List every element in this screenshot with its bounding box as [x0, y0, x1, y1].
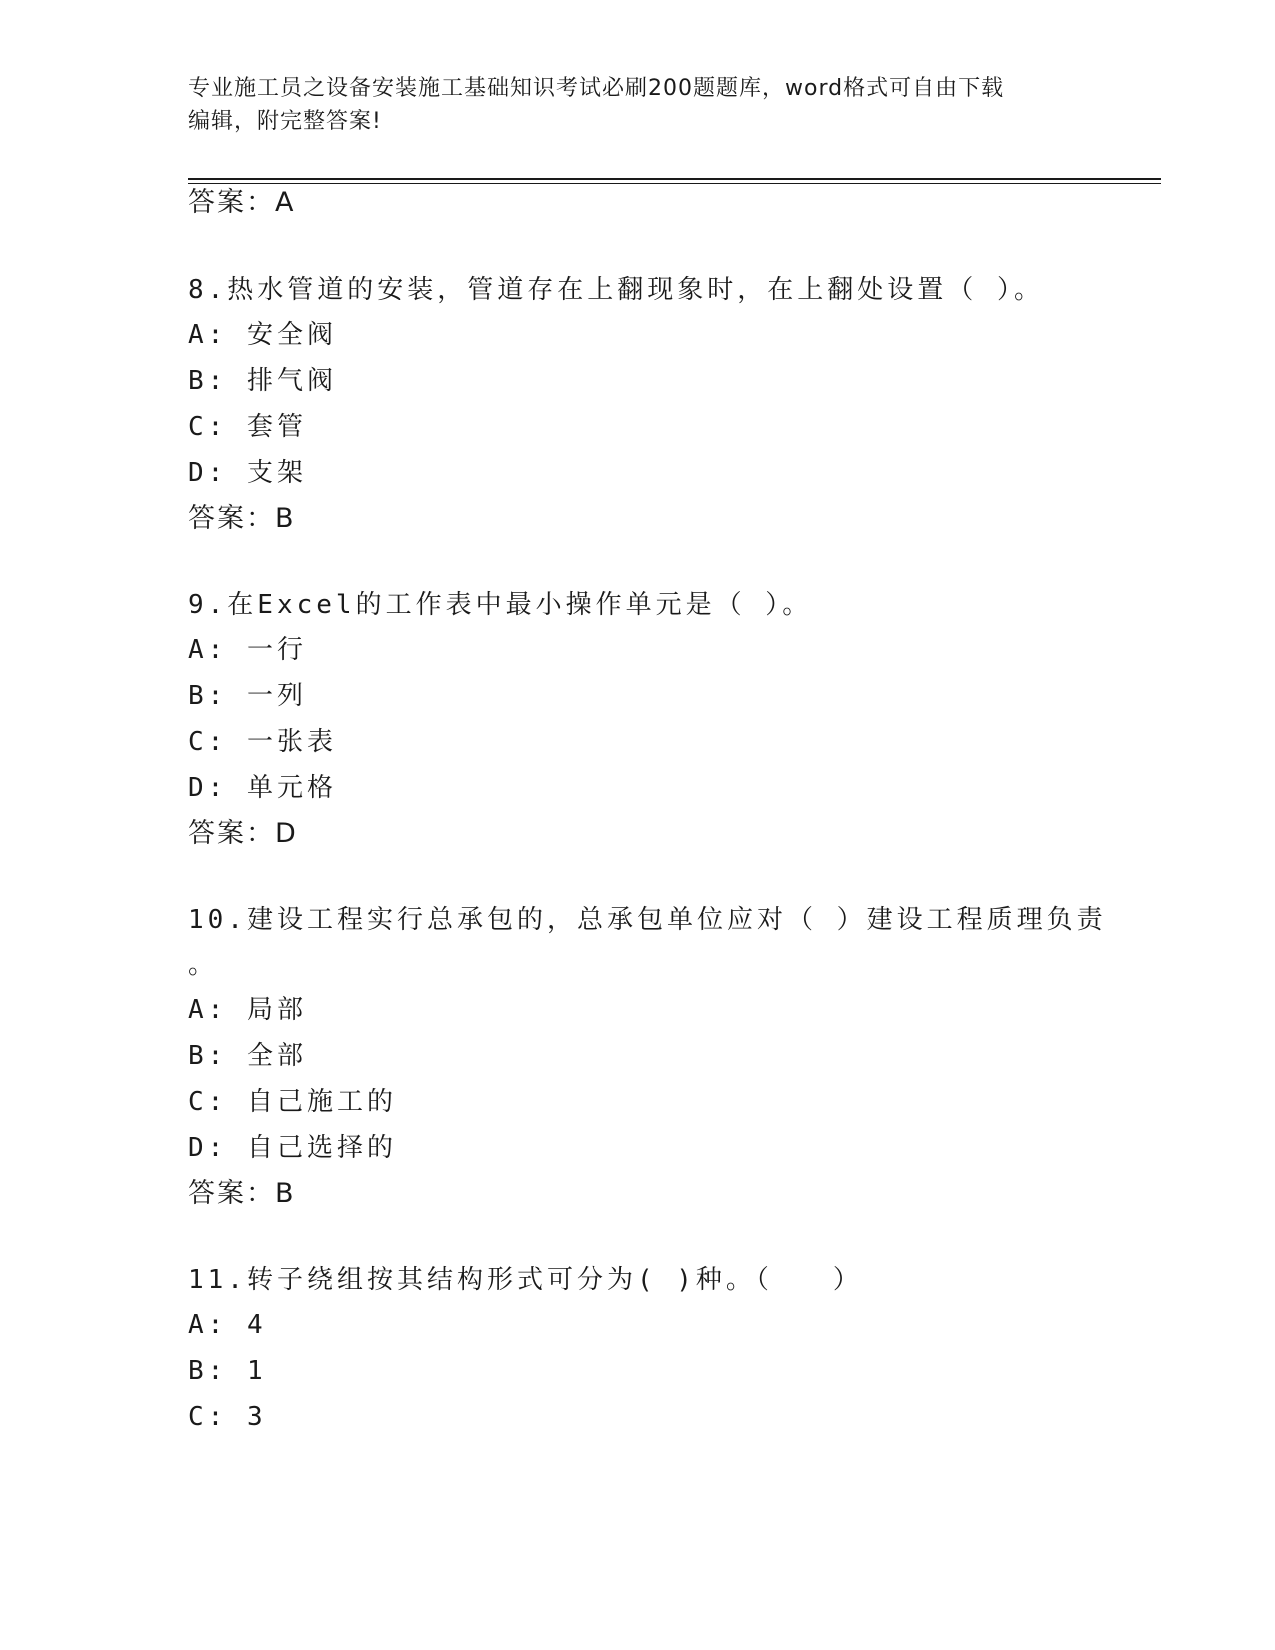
- option-d: D: 自己选择的: [188, 1133, 397, 1163]
- option-a: A: 安全阀: [188, 320, 337, 350]
- answer-text: 答案：B: [188, 503, 296, 534]
- header-rule-thick: [188, 178, 1161, 180]
- answer-text: 答案：B: [188, 1178, 296, 1209]
- answer-text: 答案：D: [188, 818, 298, 849]
- previous-answer-block: [188, 188, 1088, 218]
- option-d: D: 支架: [188, 458, 307, 488]
- question-text: 8.热水管道的安装，管道存在上翻现象时，在上翻处设置（ ）。: [188, 275, 1044, 305]
- document-header: [188, 72, 1088, 138]
- question-text: 10.建设工程实行总承包的，总承包单位应对（ ）建设工程质理负责: [188, 905, 1107, 935]
- question-text-continued: 。: [188, 950, 219, 980]
- question-11: [188, 1265, 1088, 1448]
- option-c: C: 套管: [188, 412, 307, 442]
- option-a: A: 局部: [188, 995, 307, 1025]
- option-b: B: 全部: [188, 1041, 307, 1071]
- question-text: 9.在Excel的工作表中最小操作单元是（ ）。: [188, 590, 813, 620]
- header-rule-thin: [188, 183, 1161, 184]
- option-b: B: 1: [188, 1356, 267, 1386]
- header-line-1: 专业施工员之设备安装施工基础知识考试必刷200题题库，word格式可自由下载: [188, 76, 1005, 101]
- option-b: B: 一列: [188, 681, 307, 711]
- question-text: 11.转子绕组按其结构形式可分为( )种。（ ）: [188, 1265, 863, 1295]
- option-c: C: 3: [188, 1402, 267, 1432]
- answer-text: 答案：A: [188, 187, 296, 218]
- option-d: D: 单元格: [188, 773, 337, 803]
- header-line-2: 编辑，附完整答案!: [188, 109, 382, 134]
- option-c: C: 自己施工的: [188, 1087, 397, 1117]
- question-10: [188, 905, 1107, 1209]
- option-c: C: 一张表: [188, 727, 337, 757]
- option-a: A: 4: [188, 1310, 267, 1340]
- question-8: [188, 275, 1088, 534]
- option-b: B: 排气阀: [188, 366, 337, 396]
- option-a: A: 一行: [188, 635, 307, 665]
- question-9: [188, 590, 1088, 849]
